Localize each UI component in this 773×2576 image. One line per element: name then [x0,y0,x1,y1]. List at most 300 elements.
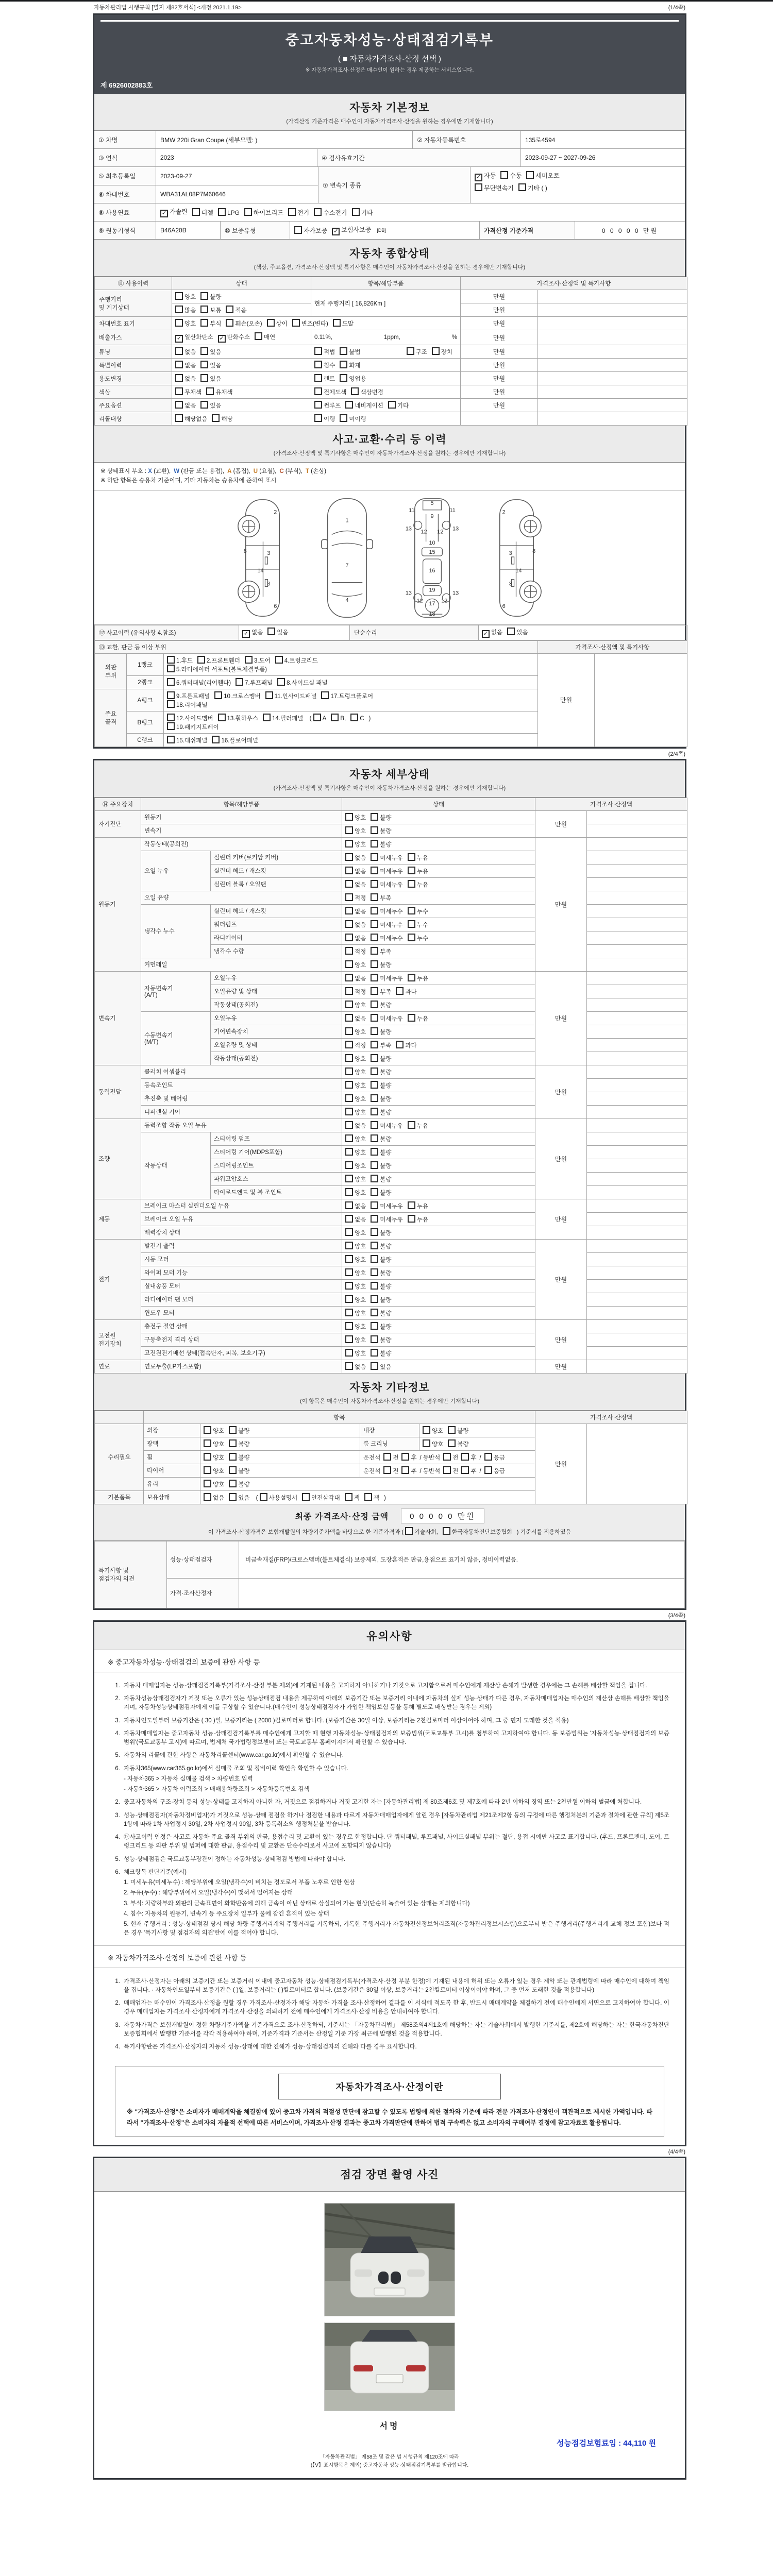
status-cell [342,1306,535,1319]
option: 양호 [345,1228,366,1237]
page-4 [93,2157,686,2480]
overall-col-header: 항목/해당부품 [311,277,461,290]
option: 양호 [345,1094,366,1103]
checkbox[interactable] [383,1466,391,1474]
checkbox[interactable] [212,736,220,743]
appraiser-opinion [239,1578,685,1608]
checkbox[interactable] [371,1362,378,1370]
checkbox[interactable] [345,1081,353,1089]
checkbox[interactable] [167,656,175,664]
status-cell [419,1423,535,1437]
option: 미세누유 [371,1014,402,1023]
checkbox[interactable] [345,1014,353,1022]
checkbox[interactable] [371,1161,378,1169]
status-cell [200,1437,360,1450]
checkbox[interactable] [443,1527,450,1535]
checkbox[interactable] [314,347,322,355]
checkbox[interactable] [345,1268,353,1276]
checkbox[interactable] [484,1466,492,1474]
overall-row [95,385,687,399]
note-cell [587,1360,687,1373]
issuance-footnote-line2: (【V】표시항목은 제외) 중고자동차 성능·상태점검기록부를 발급합니다. [310,2463,469,2469]
option: 양호 [345,826,366,835]
subitem-cell: 스티어링 기어(MDPS포함) [211,1145,342,1159]
checkbox[interactable] [340,374,347,382]
checkbox[interactable] [167,722,175,730]
checkbox[interactable] [340,347,347,355]
checkbox[interactable] [345,1228,353,1236]
checkbox[interactable] [371,1335,378,1343]
checkbox[interactable] [345,1242,353,1249]
checkbox[interactable]: ✓ [332,228,340,235]
detail-row [95,1132,687,1145]
checkbox[interactable] [371,1295,378,1303]
checkbox[interactable] [167,678,175,686]
note-cell [538,399,687,412]
checkbox[interactable] [275,656,283,664]
status-cell: 현재 주행거리 [ 16,826Km ] [311,290,461,317]
checkbox[interactable] [371,1242,378,1249]
checkbox[interactable] [461,1453,469,1461]
checkbox[interactable] [340,361,347,368]
checkbox[interactable] [351,387,359,395]
checkbox[interactable] [229,1466,237,1474]
checkbox[interactable] [443,1453,451,1461]
checkbox[interactable] [345,1027,353,1035]
option: 적음 [226,306,246,314]
checkbox[interactable] [175,347,183,355]
checkbox[interactable] [350,714,358,721]
checkbox[interactable] [265,691,273,699]
checkbox[interactable] [294,226,302,234]
checkbox[interactable] [423,1439,430,1447]
option: 불량 [200,292,221,301]
checkbox[interactable] [475,183,482,191]
checkbox[interactable] [448,1426,456,1434]
checkbox[interactable] [371,867,378,874]
option: 양호 [345,1081,366,1090]
checkbox[interactable] [200,306,208,313]
checkbox[interactable] [371,1201,378,1209]
checkbox[interactable] [371,1081,378,1089]
note-cell [538,412,687,426]
checkbox[interactable] [371,987,378,995]
checkbox[interactable] [345,1001,353,1008]
panel-number: 6 [502,603,506,609]
page-1 [93,13,686,749]
checkbox[interactable] [345,1121,353,1129]
checkbox[interactable] [345,1108,353,1115]
checkbox[interactable] [345,1201,353,1209]
checkbox[interactable] [408,1014,415,1022]
status-cell: 0.11%, 1ppm, % [311,330,461,345]
checkbox[interactable] [345,1041,353,1048]
checkbox[interactable] [388,401,396,409]
checkbox[interactable] [345,1215,353,1223]
checkbox[interactable] [345,1188,353,1196]
option: 미세누수 [371,934,402,942]
accident-history-note: (가격조사·산정액 및 특기사항은 매수인이 자동차가격조사·산정을 원하는 경우에만 기재합니다) [273,450,506,456]
checkbox[interactable] [345,960,353,968]
checkbox[interactable] [371,826,378,834]
checkbox[interactable] [345,893,353,901]
checkbox[interactable] [345,1175,353,1182]
checkbox[interactable] [371,893,378,901]
checkbox[interactable] [204,1466,211,1474]
checkbox[interactable]: ✓ [475,174,482,181]
checkbox[interactable] [345,813,353,821]
detail-row [95,891,687,904]
checkbox[interactable] [371,1148,378,1156]
option: ✓ 일산화탄소 [175,333,213,343]
option: 상이 [267,319,288,328]
warranty-suffix: [DB] [377,228,386,233]
checkbox[interactable] [313,714,321,721]
checkbox[interactable] [277,678,285,686]
checkbox[interactable] [229,1480,237,1487]
checkbox[interactable] [443,1466,451,1474]
checkbox[interactable] [345,934,353,941]
checkbox[interactable] [314,361,322,368]
checkbox[interactable] [408,1215,415,1223]
checkbox[interactable] [292,319,300,327]
checkbox[interactable] [345,1335,353,1343]
checkbox[interactable] [408,867,415,874]
checkbox[interactable] [204,1453,211,1461]
overall-row [95,317,687,330]
row-label: 차대번호 표기 [95,317,172,330]
checkbox[interactable] [204,1439,211,1447]
other-row [95,1423,687,1437]
checkbox[interactable] [371,1255,378,1263]
panel-number: 5 [430,500,434,506]
option: ✓ 자동 [475,171,496,181]
checkbox[interactable] [518,183,526,191]
checkbox[interactable] [407,347,414,355]
checkbox[interactable] [345,947,353,955]
checkbox[interactable] [408,1201,415,1209]
checkbox[interactable] [200,319,208,327]
checkbox[interactable] [214,691,222,699]
checkbox[interactable] [314,401,322,409]
checkbox[interactable] [371,840,378,848]
checkbox[interactable] [371,1067,378,1075]
checkbox[interactable] [371,1121,378,1129]
panel-number: 16 [429,567,435,574]
panel-number: 14 [257,567,264,574]
checkbox[interactable] [260,1493,267,1501]
checkbox[interactable] [302,1493,310,1501]
overall-row [95,359,687,372]
checkbox[interactable] [175,319,183,327]
checkbox[interactable] [345,1148,353,1156]
checkbox[interactable] [500,171,508,179]
checkbox[interactable] [167,700,175,708]
checkbox[interactable]: ✓ [482,630,490,638]
option: 누유 [408,853,428,862]
checkbox[interactable] [314,414,322,422]
checkbox[interactable] [371,1134,378,1142]
checkbox[interactable] [204,1493,211,1501]
checkbox[interactable] [345,880,353,888]
price-cell: 만원 [461,359,538,372]
checkbox[interactable] [408,920,415,928]
detail-row [95,1360,687,1373]
checkbox[interactable] [167,665,175,672]
checkbox[interactable] [371,1309,378,1316]
checkbox[interactable] [345,920,353,928]
checkbox[interactable] [364,1493,372,1501]
checkbox[interactable] [321,691,329,699]
checkbox[interactable]: ✓ [175,335,183,343]
checkbox[interactable] [383,1453,391,1461]
option: 14.필러패널 [263,714,303,722]
checkbox[interactable] [371,1188,378,1196]
option: 불량 [229,1453,249,1462]
checkbox[interactable] [345,974,353,981]
checkbox[interactable] [267,319,275,327]
checkbox[interactable] [408,853,415,861]
status-cell [342,1052,535,1065]
checkbox[interactable] [226,306,233,313]
checkbox[interactable] [226,319,233,327]
checkbox[interactable] [345,1362,353,1370]
photo-area [94,2192,685,2478]
option: 미이행 [340,414,366,423]
checkbox[interactable] [371,1282,378,1290]
checkbox[interactable] [345,1255,353,1263]
checkbox[interactable] [396,987,404,995]
option: 잭 [345,1493,360,1502]
checkbox[interactable] [340,414,347,422]
checkbox[interactable] [345,1349,353,1357]
checkbox[interactable] [507,628,515,635]
checkbox[interactable] [345,1134,353,1142]
checkbox[interactable] [345,1067,353,1075]
checkbox[interactable] [401,1453,409,1461]
checkbox[interactable] [405,1527,413,1535]
checkbox[interactable] [371,1268,378,1276]
checkbox[interactable] [175,292,183,300]
checkbox[interactable] [448,1439,456,1447]
checkbox[interactable] [371,1322,378,1330]
panel-number: 19 [429,587,435,594]
checkbox[interactable] [229,1426,237,1434]
option: 양호 [345,1148,366,1157]
option: 세미오토 [526,171,559,180]
option: 불량 [371,840,391,849]
checkbox[interactable] [204,1426,211,1434]
item-cell: 고전원전기배선 상태(접속단자, 피복, 보호기구) [141,1346,342,1360]
item-cell: 발전기 출력 [141,1239,342,1252]
base-price-value: 0 0 0 0 0 만원 [601,227,659,234]
option: 불량 [448,1426,468,1435]
panel-number: 13 [405,526,412,532]
checkbox[interactable] [408,1121,415,1129]
checkbox[interactable] [345,1493,352,1501]
checkbox[interactable]: ✓ [218,335,226,343]
checkbox[interactable] [526,171,534,179]
checkbox[interactable] [371,1054,378,1062]
checkbox[interactable] [371,934,378,941]
row-label: 배출가스 [95,330,172,345]
checkbox[interactable] [371,1041,378,1048]
checkbox[interactable] [345,1161,353,1169]
checkbox[interactable] [175,374,183,382]
checkbox[interactable] [396,1041,404,1048]
checkbox[interactable] [175,401,183,409]
option: ✓ 가솔린 [160,207,188,217]
checkbox[interactable] [345,853,353,861]
checkbox[interactable] [175,387,183,395]
checkbox[interactable] [371,813,378,821]
checkbox[interactable] [352,208,360,216]
checkbox[interactable] [229,1439,237,1447]
checkbox[interactable] [345,826,353,834]
checkbox[interactable] [371,907,378,914]
option: 적정 [345,1041,366,1049]
checkbox[interactable] [244,208,252,216]
checkbox[interactable] [204,1480,211,1487]
detail-row [95,1226,687,1239]
checkbox[interactable] [175,306,183,313]
checkbox[interactable] [371,1027,378,1035]
checkbox[interactable] [218,714,226,721]
item-cell: 동력조향 작동 오일 누유 [141,1118,342,1132]
checkbox[interactable] [200,347,208,355]
checkbox[interactable] [345,867,353,874]
checkbox[interactable] [197,656,205,664]
checkbox[interactable] [331,714,339,721]
checkbox[interactable] [267,628,275,635]
checkbox[interactable] [263,714,271,721]
option: 불량 [371,1349,391,1358]
checkbox[interactable] [167,736,175,743]
checkbox[interactable] [255,332,262,340]
checkbox[interactable] [371,1175,378,1182]
checkbox[interactable] [314,387,322,395]
checkbox[interactable] [432,347,440,355]
checkbox[interactable] [408,907,415,914]
checkbox[interactable] [371,1349,378,1357]
checkbox[interactable] [229,1453,237,1461]
checkbox[interactable] [236,678,243,686]
option: 누유 [408,1201,428,1210]
checkbox[interactable] [371,960,378,968]
subitem-cell: 오일유량 및 상태 [211,985,342,998]
detail-row [95,1306,687,1319]
other-price-header: 가격조사·산정액 [535,1411,687,1423]
checkbox[interactable] [345,840,353,848]
checkbox[interactable] [371,1228,378,1236]
checkbox[interactable] [229,1493,237,1501]
checkbox[interactable] [423,1426,430,1434]
checkbox[interactable] [345,1094,353,1102]
checkbox[interactable] [371,974,378,981]
notice-subitem: 1. 미세누유(미세누수) : 해당부위에 오일(냉각수)이 비치는 정도로서 부품 노후로 인한 현상 [124,1879,355,1886]
title-band [94,15,685,94]
checkbox[interactable] [192,208,200,216]
checkbox[interactable] [333,319,341,327]
detail-row [95,1078,687,1092]
inspection-photo-front [324,2203,455,2316]
item-cell: 커먼레일 [141,958,342,971]
checkbox[interactable] [371,947,378,955]
note-cell [587,998,687,1011]
checkbox[interactable] [371,1001,378,1008]
checkbox[interactable] [200,292,208,300]
note-cell [587,1011,687,1025]
checkbox[interactable] [401,1466,409,1474]
checkbox[interactable] [200,374,208,382]
status-cell [342,1212,535,1226]
checkbox[interactable] [345,1295,353,1303]
checkbox[interactable] [218,208,226,216]
status-cell [342,1266,535,1279]
checkbox[interactable] [371,853,378,861]
panel-number: 9 [430,513,434,520]
checkbox[interactable] [314,208,322,216]
checkbox[interactable] [175,361,183,368]
panel-number: 10 [429,539,435,546]
checkbox[interactable] [206,387,214,395]
checkbox[interactable] [288,208,296,216]
checkbox[interactable] [408,880,415,888]
item-cell: 시동 모터 [141,1252,342,1266]
option: 미세누유 [371,867,402,875]
checkbox[interactable] [345,1054,353,1062]
checkbox[interactable] [245,656,253,664]
checkbox[interactable]: ✓ [242,630,250,638]
checkbox[interactable] [345,907,353,914]
checkbox[interactable]: ✓ [160,210,168,217]
checkbox[interactable] [408,934,415,941]
checkbox[interactable] [200,361,208,368]
checkbox[interactable] [371,880,378,888]
checkbox[interactable] [167,691,175,699]
checkbox[interactable] [314,374,322,382]
notice-item: 2. 자동차성능상태점검자가 거짓 또는 오류가 있는 성능상태점검 내용을 제공하여 아래의 보증기간 또는 보증거리 이내에 자동차의 실제 성능·상태가 다른 경우, 자동차매매업자는 매수인의 재산상 손해를 배상할 책임을 지며, 자동차성능상태점검자에게 이를 구상할 수 있습니다.(매수인이 성능상태점검자가 가입한 책임보험 등을 통해 별도로 배상받는 경우는 제외) [115,1696,669,1711]
checkbox[interactable] [408,974,415,981]
checkbox[interactable] [345,1282,353,1290]
checkbox[interactable] [371,1094,378,1102]
checkbox[interactable] [175,414,183,422]
device-group: 조향 [95,1118,141,1199]
option: 4.트렁크리드 [275,656,318,665]
subitem-cell: 오일누유 [211,1011,342,1025]
checkbox[interactable] [371,920,378,928]
status-cell [342,1145,535,1159]
notice-subitem: 3. 부식: 차량하부와 외판의 금속표면이 화학반응에 의해 금속이 아닌 상태로 상실되어 가는 현상(단순히 녹슬어 있는 상태는 제외합니다) [124,1900,470,1907]
checkbox[interactable] [484,1453,492,1461]
checkbox[interactable] [371,1108,378,1115]
checkbox[interactable] [345,1322,353,1330]
checkbox[interactable] [371,1014,378,1022]
basic-items-group: 기본품목 [95,1490,144,1504]
checkbox[interactable] [212,414,220,422]
option: 불량 [448,1439,468,1448]
checkbox[interactable] [461,1466,469,1474]
checkbox[interactable] [345,401,353,409]
status-cell [342,1118,535,1132]
checkbox[interactable] [345,1309,353,1316]
panel-number: 18 [429,611,435,617]
checkbox[interactable] [200,401,208,409]
checkbox[interactable] [371,1215,378,1223]
checkbox[interactable] [167,714,175,721]
option: 있음 [229,1493,249,1502]
checkbox[interactable] [345,987,353,995]
